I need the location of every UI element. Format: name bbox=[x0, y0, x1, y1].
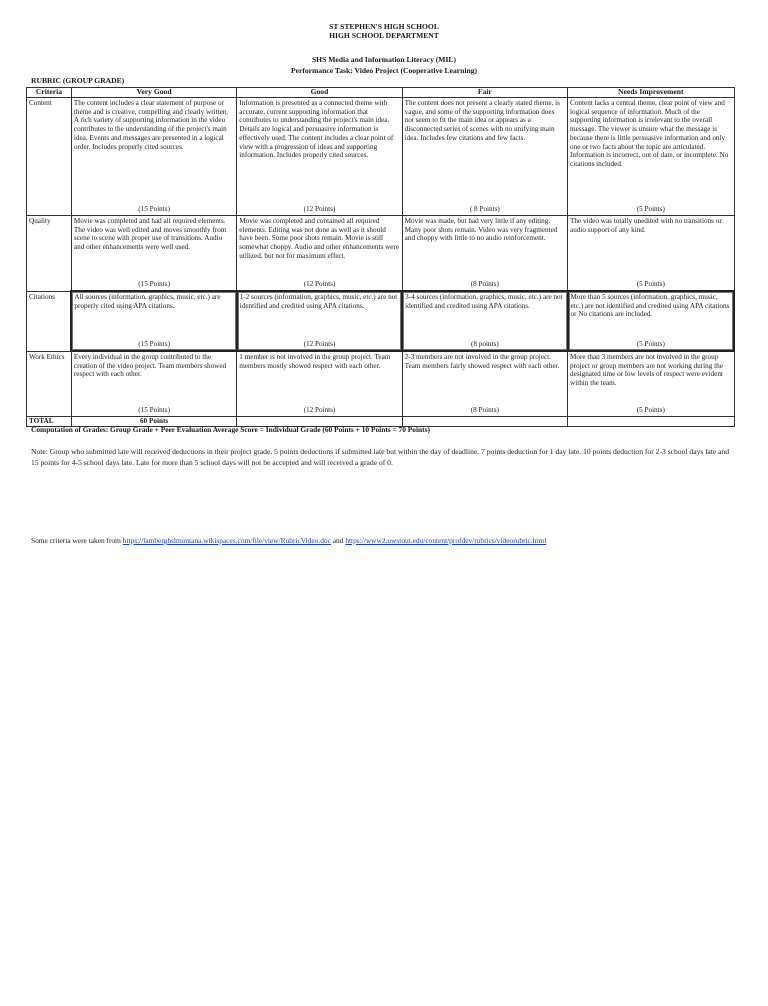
cell-description: 2-3 members are not involved in the group project. Team members fairly showed respect with each other. bbox=[404, 353, 560, 370]
cell-points: ( 8 Points) bbox=[469, 205, 500, 214]
cell-description: Movie was completed and had all required elements. The video was well edited and moves smoothly from scene to scene with proper use of transitions. Audio and other enhancements were well used. bbox=[73, 217, 227, 252]
rubric-cell bbox=[237, 98, 402, 216]
cell-points: (12 Points) bbox=[303, 406, 336, 415]
task-title: Performance Task: Video Project (Cooperative Learning) bbox=[290, 66, 478, 75]
criteria-cell: Work Ethics bbox=[27, 351, 72, 417]
criteria-cell: Citations bbox=[27, 291, 72, 351]
cell-description: The content includes a clear statement of purpose or theme and is creative, compelling and clearly written. A rich variety of supporting information in the video contributes to the understanding of the project's main idea. Events and messages are presented in a logical order. Includes properly cited sources. bbox=[73, 99, 229, 151]
criteria-cell: Quality bbox=[27, 216, 72, 292]
cell-description: More than 5 sources (information, graphics, music, etc.) are not identified and credited using APA citations or No citations are included. bbox=[570, 293, 730, 319]
cell-points: (12 Points) bbox=[303, 280, 336, 289]
cell-points: (12 Points) bbox=[303, 340, 336, 349]
rubric-label: RUBRIC (GROUP GRADE) bbox=[31, 76, 125, 85]
sources-prefix: Some criteria were taken from bbox=[31, 536, 121, 545]
rubric-cell bbox=[568, 291, 734, 351]
rubric-cell bbox=[237, 351, 402, 417]
column-header-very-good: Very Good bbox=[71, 88, 236, 98]
criteria-cell: Content bbox=[27, 98, 72, 216]
total-label: TOTAL bbox=[27, 417, 72, 427]
cell-points: (5 Points) bbox=[636, 280, 665, 289]
late-submission-note: Note: Group who submitted late will received deductions in their project grade. 5 points deductions if submitted late but within the day of deadline. 7 points deduction for 1 day late. 10 points deduction for 2-3 school days late and 15 points for 4-5 school days late. Late for more than 5 school days will not be accepted and will received a grade of 0. bbox=[31, 447, 730, 467]
header-row bbox=[27, 88, 735, 98]
table-row-quality bbox=[27, 216, 735, 292]
rubric-cell bbox=[402, 291, 567, 351]
rubric-cell bbox=[71, 291, 236, 351]
sources-line bbox=[31, 536, 546, 545]
column-header-good: Good bbox=[237, 88, 402, 98]
cell-description: Information is presented as a connected theme with accurate, current supporting information that contributes to understanding the project's main idea. Details are logical and persuasive information is effectively used. The content includes a clear point of view with a progression of ideas and supporting information. Includes properly cited sources. bbox=[239, 99, 394, 160]
cell-description: The video was totally unedited with no transitions or audio support of any kind. bbox=[570, 217, 722, 234]
cell-description: All sources (information, graphics, music, etc.) are properly cited using APA citations. bbox=[74, 293, 221, 310]
cell-description: 1-2 sources (information, graphics, music, etc.) are not identified and credited using APA citations. bbox=[239, 293, 398, 310]
rubric-cell bbox=[71, 351, 236, 417]
rubric-cell bbox=[71, 216, 236, 292]
column-header-fair: Fair bbox=[402, 88, 567, 98]
rubric-cell bbox=[402, 351, 567, 417]
cell-points: (15 Points) bbox=[138, 406, 170, 415]
course-title: SHS Media and Information Literacy (MIL) bbox=[311, 55, 457, 64]
column-header-criteria: Criteria bbox=[27, 88, 72, 98]
cell-points: (15 Points) bbox=[138, 280, 170, 289]
cell-points: (5 Points) bbox=[636, 205, 665, 214]
grade-computation: Computation of Grades: Group Grade + Peer Evaluation Average Score = Individual Grade (60 Points + 10 Points = 70 Points) bbox=[31, 425, 430, 434]
cell-points: (8 Points) bbox=[470, 280, 499, 289]
cell-points: (8 points) bbox=[470, 340, 499, 349]
sources-middle: and bbox=[332, 536, 344, 545]
rubric-cell bbox=[402, 98, 567, 216]
cell-description: Content lacks a central theme, clear point of view and logical sequence of information. Much of the supporting information is irrelevant to the overall message. The viewer is unsure what the message is because there is little persuasive information and only one or two facts about the topic are articulated. Information is incorrect, out of date, or incomplete. No citations included. bbox=[570, 99, 729, 168]
rubric-cell bbox=[568, 216, 734, 292]
cell-description: Movie was completed and contained all required elements. Editing was not done as well as it should have been. Some poor shots remain. Movie is still somewhat choppy. Audio and other enhancements were utilized, but not for maximum effect. bbox=[239, 217, 400, 260]
cell-description: Every individual in the group contributed to the creation of the video project. Team members showed respect with each other. bbox=[73, 353, 227, 379]
column-header-needs-improvement: Needs Improvement bbox=[568, 88, 734, 98]
cell-description: 1 member is not involved in the group project. Team members mostly showed respect with each other. bbox=[239, 353, 391, 370]
cell-points: (15 Points) bbox=[138, 340, 170, 349]
table-row-citations bbox=[27, 291, 735, 351]
cell-points: (5 Points) bbox=[636, 340, 665, 349]
cell-points: (12 Points) bbox=[303, 205, 336, 214]
rubric-cell bbox=[568, 351, 734, 417]
rubric-table bbox=[26, 87, 735, 427]
cell-points: (8 Points) bbox=[470, 406, 499, 415]
total-value: 60 Points bbox=[71, 417, 236, 427]
cell-description: Movie was made, but had very little if any editing. Many poor shots remain. Video was very fragmented and choppy with little to no audio reinforcement. bbox=[404, 217, 558, 243]
rubric-cell bbox=[237, 216, 402, 292]
empty-cell bbox=[568, 417, 734, 427]
source-link-1[interactable]: https://lamberghslmontana.wikispaces.com/file/view/RubricVideo.doc bbox=[122, 536, 331, 545]
cell-description: 3-4 sources (information, graphics, music, etc.) are not identified and credited using APA citations. bbox=[405, 293, 563, 310]
rubric-cell bbox=[402, 216, 567, 292]
rubric-cell bbox=[568, 98, 734, 216]
cell-points: (15 Points) bbox=[138, 205, 170, 214]
cell-points: (5 Points) bbox=[636, 406, 665, 415]
rubric-cell bbox=[71, 98, 236, 216]
cell-description: The content does not present a clearly stated theme, is vague, and some of the supporting information does not seem to fit the main idea or appears as a disconnected series of scenes with no unifying main idea. Includes few citations and few facts. bbox=[404, 99, 560, 142]
table-row-work-ethics bbox=[27, 351, 735, 417]
table-row-content bbox=[27, 98, 735, 216]
school-name: ST STEPHEN'S HIGH SCHOOL bbox=[329, 22, 439, 31]
rubric-cell bbox=[237, 291, 402, 351]
department-name: HIGH SCHOOL DEPARTMENT bbox=[329, 31, 439, 40]
source-link-2[interactable]: https://www2.uwstout.edu/content/profdev/rubrics/videorubric.html bbox=[345, 536, 547, 545]
cell-description: More than 3 members are not involved in the group project or group members are not working during the designated time or low levels of respect were evident within the team. bbox=[570, 353, 723, 388]
